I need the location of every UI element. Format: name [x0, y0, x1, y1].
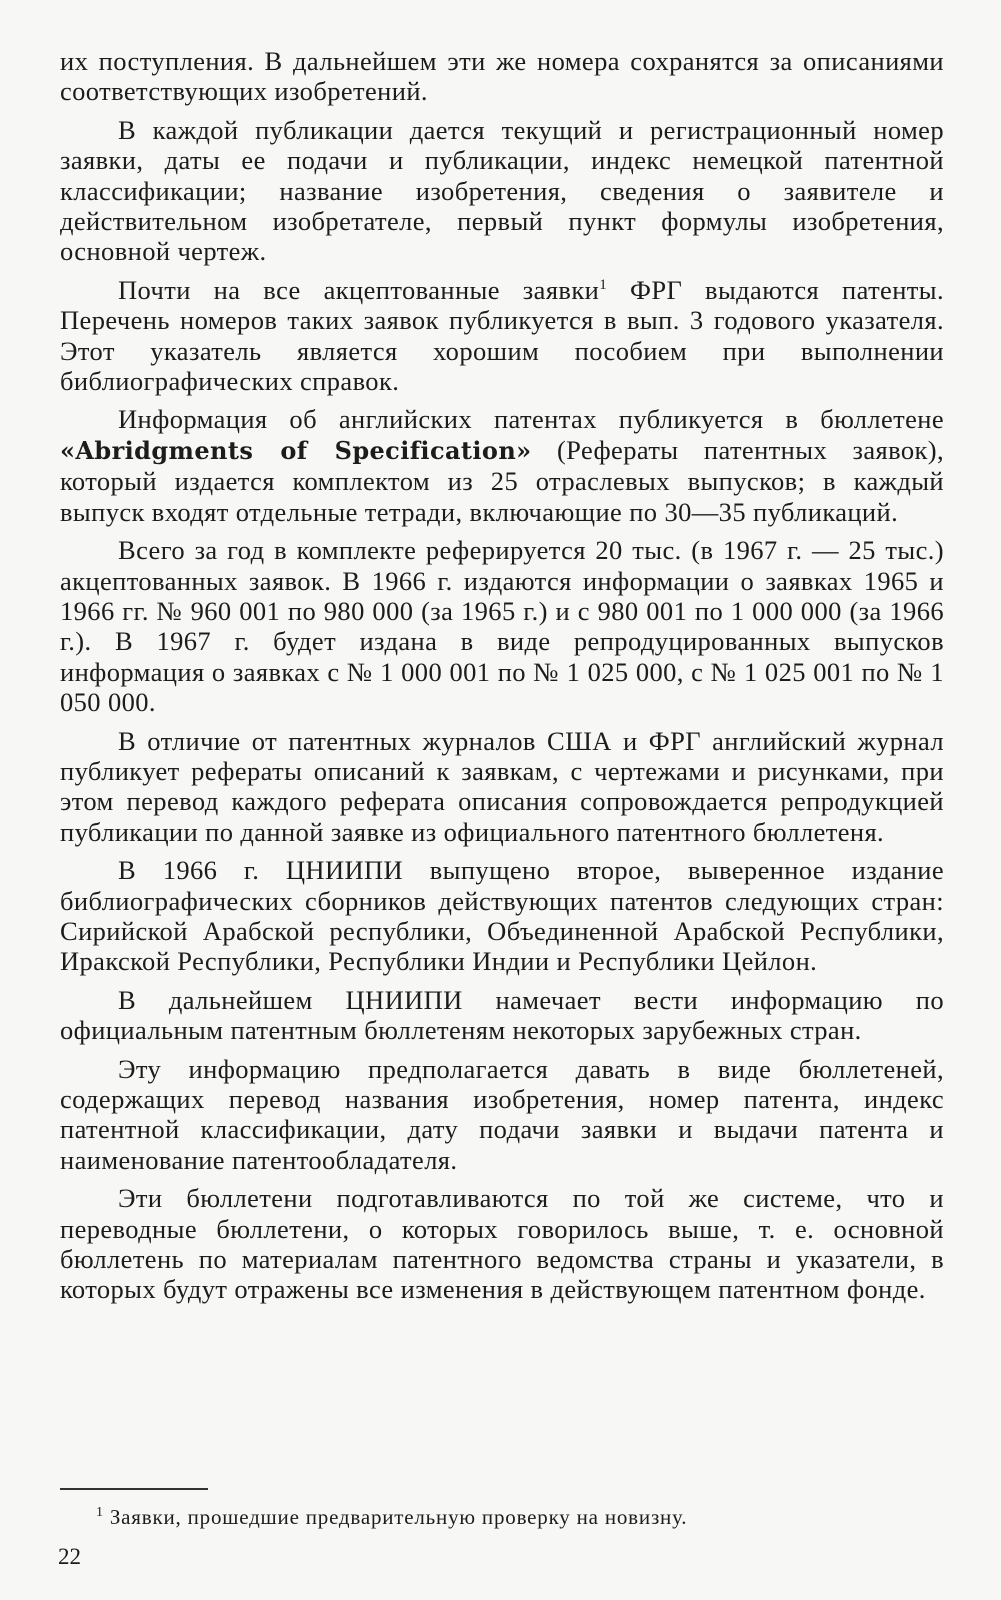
paragraph-3-text-end: ФРГ выдаются патенты. Перечень номеров таких заявок публикуется в вып. 3 годового указателя. Этот указатель является хорошим пособием при выполнении библиографических справок.	[60, 274, 945, 397]
paragraph-1: их поступления. В дальнейшем эти же номера сохранятся за описаниями соответствующих изобретений.	[60, 46, 944, 107]
paragraph-5: Всего за год в комплекте реферируется 20 тыс. (в 1967 г. — 25 тыс.) акцептованных заявок. В 1966 г. издаются информации о заявках 1965 и 1966 гг. № 960 001 по 980 000 (за 1965 г.) и с 980 001 по 1 000 000 (за 1966 г.). В 1967 г. будет издана в виде репродуцированных выпусков информация о заявках с № 1 000 001 по № 1 025 000, с № 1 025 001 по № 1 050 000.	[60, 535, 944, 718]
page-body	[60, 46, 944, 1313]
paragraph-4-text-end: (Рефераты патентных заявок), который издается комплектом из 25 отраслевых выпусков; в каждый выпуск входят отдельные тетради, включающие по 30—35 публикаций.	[60, 434, 944, 527]
paragraph-10: Эти бюллетени подготавливаются по той же системе, что и переводные бюллетени, о которых говорилось выше, т. е. основной бюллетень по материалам патентного ведомства страны и указатели, в которых будут отражены все изменения в действующем патентном фонде.	[60, 1183, 944, 1305]
paragraph-9: Эту информацию предполагается давать в виде бюллетеней, содержащих перевод названия изобретения, номер патента, индекс патентной классификации, дату подачи заявки и выдачи патента и наименование патентообладателя.	[60, 1053, 944, 1175]
footnote-divider	[60, 1488, 208, 1490]
page-number: 22	[58, 1544, 81, 1569]
paragraph-3-text-start: Почти на все акцептованные заявки	[118, 274, 600, 305]
footnote-text: Заявки, прошедшие предварительную проверку на новизну.	[103, 1505, 688, 1529]
paragraph-4-text-start: Информация об английских патентах публикуется в бюллетене	[118, 404, 944, 435]
paragraph-7: В 1966 г. ЦНИИПИ выпущено второе, выверенное издание библиографических сборников действующих патентов следующих стран: Сирийской Арабской республики, Объединенной Арабской Республики, Иракской Республики, Республики Индии и Республики Цейлон.	[60, 855, 944, 977]
paragraph-6: В отличие от патентных журналов США и ФРГ английский журнал публикует рефераты описаний к заявкам, с чертежами и рисунками, при этом перевод каждого реферата описания сопровождается репродукцией публикации по данной заявке из официального патентного бюллетеня.	[60, 725, 944, 847]
paragraph-2: В каждой публикации дается текущий и регистрационный номер заявки, даты ее подачи и публикации, индекс немецкой патентной классификации; название изобретения, сведения о заявителе и действительном изобретателе, первый пункт формулы изобретения, основной чертеж.	[60, 114, 944, 267]
paragraph-3	[60, 275, 944, 397]
bulletin-title: «Abridgments of Specification»	[60, 435, 532, 465]
footnote-reference: 1	[599, 277, 608, 294]
paragraph-8: В дальнейшем ЦНИИПИ намечает вести информацию по официальным патентным бюллетеням некоторых зарубежных стран.	[60, 984, 944, 1046]
paragraph-4	[60, 404, 944, 527]
footnote	[96, 1504, 956, 1530]
footnote-mark: 1	[96, 1505, 104, 1520]
